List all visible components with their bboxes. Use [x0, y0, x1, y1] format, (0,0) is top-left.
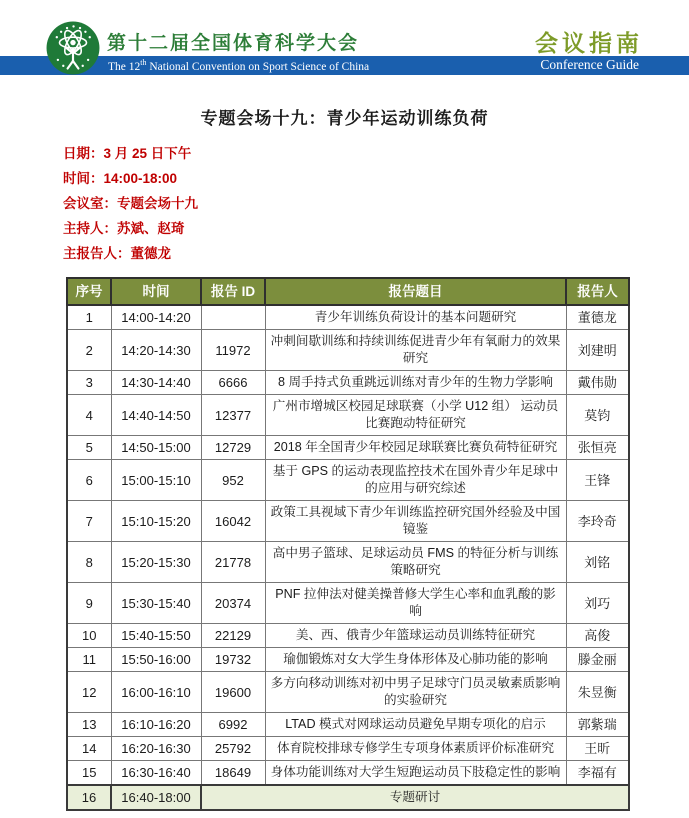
header-time: 时间	[111, 278, 201, 305]
row-number-cell: 6	[67, 460, 111, 501]
table-row	[67, 583, 629, 624]
report-id-cell: 19600	[201, 672, 265, 713]
table-header-row	[67, 278, 629, 305]
row-number-cell: 16	[67, 785, 111, 810]
speaker-cell: 刘铭	[566, 542, 629, 583]
report-id-cell: 12377	[201, 395, 265, 436]
time-cell: 14:30-14:40	[111, 371, 201, 395]
report-id-cell: 16042	[201, 501, 265, 542]
time-cell: 14:20-14:30	[111, 330, 201, 371]
table-row	[67, 737, 629, 761]
report-title-cell: 政策工具视域下青少年训练监控研究国外经验及中国镜鉴	[265, 501, 566, 542]
report-title-cell: 体育院校排球专修学生专项身体素质评价标准研究	[265, 737, 566, 761]
speaker-cell: 莫钧	[566, 395, 629, 436]
session-date: 日期：3 月 25 日下午	[63, 146, 192, 161]
row-number-cell: 11	[67, 648, 111, 672]
report-id-cell	[201, 305, 265, 330]
report-id-cell: 11972	[201, 330, 265, 371]
speaker-cell: 戴伟勋	[566, 371, 629, 395]
time-cell: 14:00-14:20	[111, 305, 201, 330]
row-number-cell: 3	[67, 371, 111, 395]
guide-title-cn: 会议指南	[535, 30, 643, 56]
speaker-cell: 李玲奇	[566, 501, 629, 542]
header-speaker: 报告人	[566, 278, 629, 305]
row-number-cell: 13	[67, 713, 111, 737]
session-room: 会议室：专题会场十九	[63, 196, 198, 211]
header-report-id: 报告 ID	[201, 278, 265, 305]
session-hosts: 主持人：苏斌、赵琦	[63, 221, 185, 236]
report-title-cell: 广州市增城区校园足球联赛（小学 U12 组） 运动员比赛跑动特征研究	[265, 395, 566, 436]
time-cell: 15:30-15:40	[111, 583, 201, 624]
time-cell: 16:10-16:20	[111, 713, 201, 737]
session-time: 时间：14:00-18:00	[63, 171, 178, 186]
report-title-cell: 多方向移动训练对初中男子足球守门员灵敏素质影响的实验研究	[265, 672, 566, 713]
speaker-cell: 王昕	[566, 737, 629, 761]
time-cell: 15:40-15:50	[111, 624, 201, 648]
report-id-cell: 21778	[201, 542, 265, 583]
row-number-cell: 15	[67, 761, 111, 786]
time-cell: 16:20-16:30	[111, 737, 201, 761]
conference-title-en-rest: National Convention on Sport Science of China	[146, 60, 370, 73]
time-cell: 16:30-16:40	[111, 761, 201, 786]
row-number-cell: 7	[67, 501, 111, 542]
report-title-cell: 2018 年全国青少年校园足球联赛比赛负荷特征研究	[265, 436, 566, 460]
table-row	[67, 436, 629, 460]
discussion-row	[67, 785, 629, 810]
report-title-cell: 身体功能训练对大学生短跑运动员下肢稳定性的影响	[265, 761, 566, 786]
conference-title-en-sup: th	[140, 58, 147, 67]
row-number-cell: 5	[67, 436, 111, 460]
time-cell: 15:20-15:30	[111, 542, 201, 583]
row-number-cell: 2	[67, 330, 111, 371]
row-number-cell: 12	[67, 672, 111, 713]
report-id-cell: 18649	[201, 761, 265, 786]
table-row	[67, 542, 629, 583]
time-cell: 15:10-15:20	[111, 501, 201, 542]
speaker-cell: 郭紫瑞	[566, 713, 629, 737]
report-id-cell: 12729	[201, 436, 265, 460]
discussion-title-cell: 专题研讨	[201, 785, 629, 810]
report-title-cell: 8 周手持式负重跳远训练对青少年的生物力学影响	[265, 371, 566, 395]
table-row	[67, 460, 629, 501]
header-row-number: 序号	[67, 278, 111, 305]
time-cell: 14:50-15:00	[111, 436, 201, 460]
conference-title-cn: 第十二届全国体育科学大会	[107, 33, 360, 54]
report-title-cell: 基于 GPS 的运动表现监控技术在国外青少年足球中的应用与研究综述	[265, 460, 566, 501]
header-report-title: 报告题目	[265, 278, 566, 305]
table-row	[67, 624, 629, 648]
table-row	[67, 330, 629, 371]
conference-title-en	[108, 58, 369, 73]
report-id-cell: 20374	[201, 583, 265, 624]
speaker-cell: 张恒亮	[566, 436, 629, 460]
session-keynote-speaker: 主报告人：董德龙	[63, 246, 171, 261]
conference-title-en-prefix: The 12	[108, 60, 141, 73]
row-number-cell: 1	[67, 305, 111, 330]
session-table-body	[67, 305, 629, 810]
guide-title-en: Conference Guide	[540, 57, 639, 72]
table-row	[67, 761, 629, 786]
speaker-cell: 刘巧	[566, 583, 629, 624]
report-title-cell: 美、西、俄青少年篮球运动员训练特征研究	[265, 624, 566, 648]
time-cell: 15:00-15:10	[111, 460, 201, 501]
speaker-cell: 李福有	[566, 761, 629, 786]
report-id-cell: 6666	[201, 371, 265, 395]
report-title-cell: 青少年训练负荷设计的基本问题研究	[265, 305, 566, 330]
report-title-cell: 瑜伽锻炼对女大学生身体形体及心肺功能的影响	[265, 648, 566, 672]
row-number-cell: 8	[67, 542, 111, 583]
speaker-cell: 滕金丽	[566, 648, 629, 672]
session-title: 专题会场十九：青少年运动训练负荷	[200, 109, 489, 128]
report-id-cell: 22129	[201, 624, 265, 648]
speaker-cell: 朱昱衡	[566, 672, 629, 713]
table-row	[67, 305, 629, 330]
time-cell: 16:00-16:10	[111, 672, 201, 713]
speaker-cell: 董德龙	[566, 305, 629, 330]
table-row	[67, 501, 629, 542]
table-row	[67, 672, 629, 713]
row-number-cell: 14	[67, 737, 111, 761]
report-id-cell: 19732	[201, 648, 265, 672]
time-cell: 14:40-14:50	[111, 395, 201, 436]
speaker-cell: 刘建明	[566, 330, 629, 371]
report-title-cell: LTAD 模式对网球运动员避免早期专项化的启示	[265, 713, 566, 737]
report-id-cell: 6992	[201, 713, 265, 737]
speaker-cell: 高俊	[566, 624, 629, 648]
row-number-cell: 4	[67, 395, 111, 436]
row-number-cell: 9	[67, 583, 111, 624]
page-banner	[0, 0, 689, 86]
report-id-cell: 952	[201, 460, 265, 501]
speaker-cell: 王锋	[566, 460, 629, 501]
time-cell: 15:50-16:00	[111, 648, 201, 672]
report-id-cell: 25792	[201, 737, 265, 761]
conference-logo-icon	[46, 21, 100, 75]
table-row	[67, 395, 629, 436]
report-title-cell: 高中男子篮球、足球运动员 FMS 的特征分析与训练策略研究	[265, 542, 566, 583]
time-cell: 16:40-18:00	[111, 785, 201, 810]
table-row	[67, 648, 629, 672]
row-number-cell: 10	[67, 624, 111, 648]
report-title-cell: PNF 拉伸法对健美操普修大学生心率和血乳酸的影响	[265, 583, 566, 624]
table-row	[67, 371, 629, 395]
session-meta-block	[63, 141, 689, 266]
report-title-cell: 冲刺间歇训练和持续训练促进青少年有氧耐力的效果研究	[265, 330, 566, 371]
session-schedule-table	[66, 277, 630, 811]
table-row	[67, 713, 629, 737]
